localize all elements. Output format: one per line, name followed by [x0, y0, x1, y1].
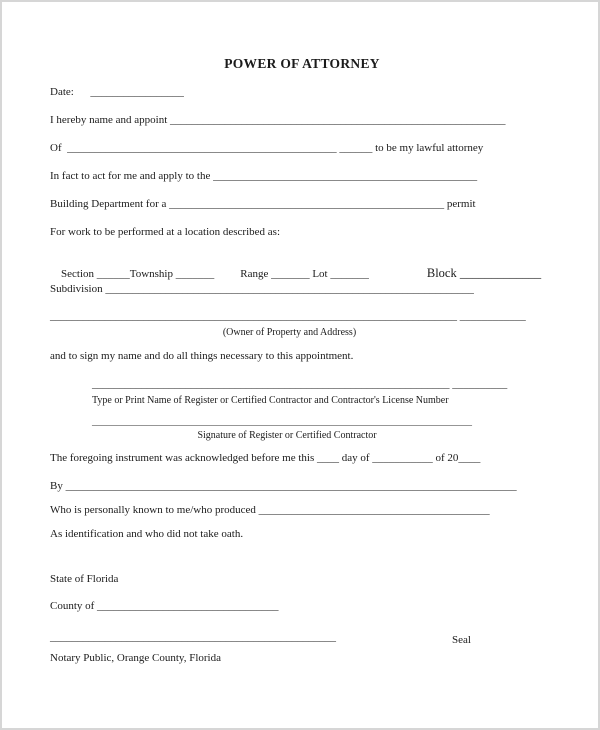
form-title: POWER OF ATTORNEY: [224, 56, 380, 71]
building-department-line: Building Department for a __________________________________________________ permit: [50, 198, 476, 210]
notary-caption: Notary Public, Orange County, Florida: [50, 652, 221, 664]
acknowledged-line: The foregoing instrument was acknowledged before me this ____ day of ___________ of 20____: [50, 452, 481, 464]
contractor-name-caption: Type or Print Name of Register or Certified Contractor and Contractor's License Number: [92, 395, 449, 406]
contractor-name-blank-line: _________________________________________________________________ __________: [92, 378, 508, 390]
appoint-line: I hereby name and appoint _____________________________________________________________: [50, 114, 506, 126]
state-line: State of Florida: [50, 573, 119, 585]
block-group: Block _____________: [426, 266, 542, 280]
notary-signature-line: ____________________________________________________: [50, 631, 336, 643]
range-lot-group: Range _______ Lot _______: [240, 268, 369, 280]
work-location-line: For work to be performed at a location described as:: [50, 226, 281, 238]
owner-blank-line: __________________________________________________________________________ ____________: [50, 310, 526, 322]
personally-known-line: Who is personally known to me/who produced __________________________________________: [50, 504, 490, 516]
subdivision-line: Subdivision ___________________________________________________________________: [50, 283, 474, 295]
county-line: County of _________________________________: [50, 600, 279, 612]
in-fact-line: In fact to act for me and apply to the ________________________________________________: [50, 170, 478, 182]
date-line: Date: _________________: [50, 86, 184, 98]
signature-blank-line: ____________________________________________________________________________: [92, 416, 472, 427]
by-line: By __________________________________________________________________________________: [50, 480, 517, 492]
owner-caption: (Owner of Property and Address): [222, 327, 357, 338]
seal-label: Seal: [452, 634, 471, 646]
identification-line: As identification and who did not take oath.: [50, 528, 244, 540]
section-township-group: Section ______Township _______: [61, 268, 215, 280]
sign-name-line: and to sign my name and do all things necessary to this appointment.: [50, 350, 354, 362]
of-attorney-line: Of _________________________________________________ ______ to be my lawful attorney: [50, 142, 484, 154]
signature-caption: Signature of Register or Certified Contractor: [197, 430, 377, 441]
